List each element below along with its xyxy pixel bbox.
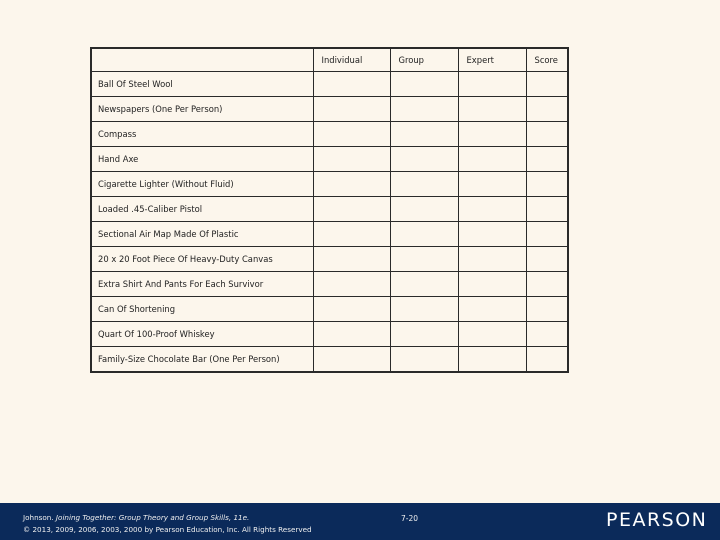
expert-cell — [458, 322, 526, 347]
group-cell — [390, 247, 458, 272]
table-row — [91, 297, 568, 322]
expert-cell — [458, 147, 526, 172]
score-cell — [526, 122, 568, 147]
header-score: Score — [526, 48, 568, 72]
individual-cell — [313, 147, 390, 172]
item-label: Can Of Shortening — [91, 297, 313, 322]
expert-cell — [458, 222, 526, 247]
table-row — [91, 172, 568, 197]
citation — [23, 512, 312, 536]
expert-cell — [458, 122, 526, 147]
table-row — [91, 247, 568, 272]
group-cell — [390, 97, 458, 122]
item-label: Cigarette Lighter (Without Fluid) — [91, 172, 313, 197]
table-row — [91, 72, 568, 97]
individual-cell — [313, 272, 390, 297]
citation-copyright: © 2013, 2009, 2006, 2003, 2000 by Pearson Education, Inc. All Rights Reserved — [23, 525, 312, 534]
item-label: 20 x 20 Foot Piece Of Heavy-Duty Canvas — [91, 247, 313, 272]
score-cell — [526, 272, 568, 297]
score-cell — [526, 222, 568, 247]
table-row — [91, 222, 568, 247]
score-cell — [526, 147, 568, 172]
item-label: Family-Size Chocolate Bar (One Per Person) — [91, 347, 313, 373]
table-row — [91, 322, 568, 347]
expert-cell — [458, 272, 526, 297]
individual-cell — [313, 322, 390, 347]
table-row — [91, 122, 568, 147]
expert-cell — [458, 172, 526, 197]
header-blank-cell — [91, 48, 313, 72]
score-cell — [526, 322, 568, 347]
header-group: Group — [390, 48, 458, 72]
item-label: Ball Of Steel Wool — [91, 72, 313, 97]
individual-cell — [313, 97, 390, 122]
score-cell — [526, 347, 568, 373]
item-label: Quart Of 100-Proof Whiskey — [91, 322, 313, 347]
expert-cell — [458, 197, 526, 222]
individual-cell — [313, 347, 390, 373]
footer-bar — [0, 503, 720, 540]
group-cell — [390, 347, 458, 373]
table-row — [91, 147, 568, 172]
score-cell — [526, 247, 568, 272]
individual-cell — [313, 222, 390, 247]
citation-book-title: Joining Together: Group Theory and Group Skills, 11e. — [55, 513, 250, 522]
score-cell — [526, 97, 568, 122]
group-cell — [390, 222, 458, 247]
score-cell — [526, 197, 568, 222]
group-cell — [390, 297, 458, 322]
table-row — [91, 97, 568, 122]
expert-cell — [458, 72, 526, 97]
group-cell — [390, 122, 458, 147]
group-cell — [390, 172, 458, 197]
individual-cell — [313, 247, 390, 272]
header-row — [91, 48, 568, 72]
ranking-table — [90, 47, 569, 373]
group-cell — [390, 72, 458, 97]
table-row — [91, 197, 568, 222]
score-cell — [526, 297, 568, 322]
expert-cell — [458, 97, 526, 122]
individual-cell — [313, 172, 390, 197]
pearson-logo: PEARSON — [606, 509, 708, 531]
individual-cell — [313, 122, 390, 147]
group-cell — [390, 272, 458, 297]
individual-cell — [313, 297, 390, 322]
header-expert: Expert — [458, 48, 526, 72]
group-cell — [390, 147, 458, 172]
item-label: Hand Axe — [91, 147, 313, 172]
individual-cell — [313, 197, 390, 222]
expert-cell — [458, 297, 526, 322]
individual-cell — [313, 72, 390, 97]
item-label: Newspapers (One Per Person) — [91, 97, 313, 122]
item-label: Loaded .45-Caliber Pistol — [91, 197, 313, 222]
table-row — [91, 272, 568, 297]
item-label: Sectional Air Map Made Of Plastic — [91, 222, 313, 247]
table-row — [91, 347, 568, 373]
page-number: 7-20 — [401, 514, 419, 523]
citation-author: Johnson. — [23, 513, 54, 522]
group-cell — [390, 197, 458, 222]
header-individual: Individual — [313, 48, 390, 72]
score-cell — [526, 172, 568, 197]
item-label: Extra Shirt And Pants For Each Survivor — [91, 272, 313, 297]
expert-cell — [458, 247, 526, 272]
score-cell — [526, 72, 568, 97]
group-cell — [390, 322, 458, 347]
expert-cell — [458, 347, 526, 373]
item-label: Compass — [91, 122, 313, 147]
